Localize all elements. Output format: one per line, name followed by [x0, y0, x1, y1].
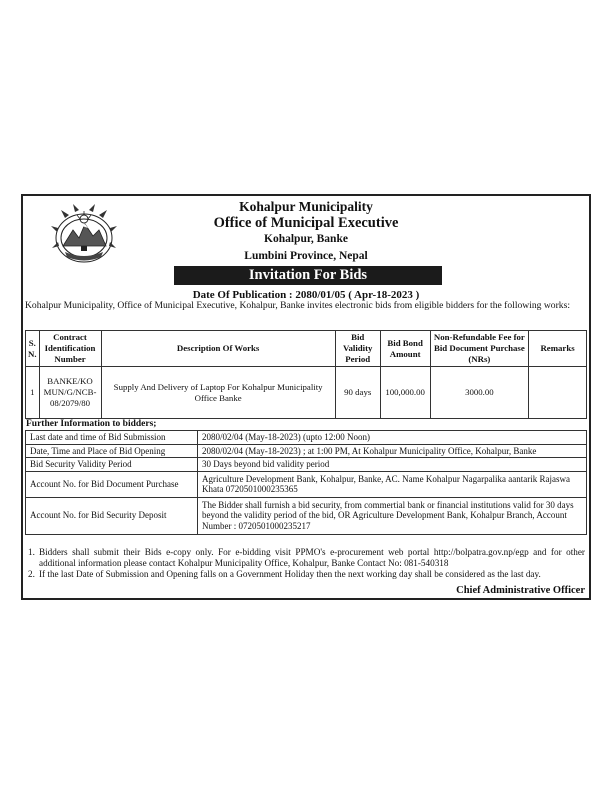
cell-description: Supply And Delivery of Laptop For Kohalpur Municipality Office Banke	[101, 367, 335, 419]
table-row	[26, 497, 587, 534]
cell-fee: 3000.00	[430, 367, 529, 419]
list-item	[25, 547, 585, 569]
col-header-description: Description Of Works	[101, 331, 335, 367]
intro-paragraph: Kohalpur Municipality, Office of Municipal Executive, Kohalpur, Banke invites electronic bids from eligible bidders for the following works:	[25, 300, 570, 311]
works-table	[25, 330, 587, 419]
info-value: Agriculture Development Bank, Kohalpur, Banke, AC. Name Kohalpur Nagarpalika aantarik Rajaswa Khata 0720501000235365	[198, 471, 587, 497]
info-label: Account No. for Bid Document Purchase	[26, 471, 198, 497]
info-value: 2080/02/04 (May-18-2023) (upto 12:00 Noon)	[198, 431, 587, 445]
cell-contract-id: BANKE/KO MUN/G/NCB-08/2079/80	[39, 367, 101, 419]
province-name: Lumbini Province, Nepal	[244, 250, 368, 262]
col-header-remarks: Remarks	[529, 331, 587, 367]
further-info-table	[25, 430, 587, 535]
further-info-title: Further Information to bidders;	[26, 419, 157, 429]
note-number: 1.	[28, 547, 35, 557]
publication-date: Date Of Publication : 2080/01/05 ( Apr-18-2023 )	[192, 289, 420, 301]
info-value: 2080/02/04 (May-18-2023) ; at 1:00 PM, At Kohalpur Municipality Office, Kohalpur, Banke	[198, 444, 587, 458]
list-item	[25, 569, 585, 580]
note-text: If the last Date of Submission and Opening falls on a Government Holiday then the next working day shall be considered as the last day.	[39, 569, 541, 579]
col-header-bond: Bid Bond Amount	[380, 331, 430, 367]
info-label: Date, Time and Place of Bid Opening	[26, 444, 198, 458]
office-name: Office of Municipal Executive	[213, 215, 399, 231]
works-table-header	[26, 331, 587, 367]
notes-list	[25, 547, 585, 580]
table-row	[26, 431, 587, 445]
cell-bond: 100,000.00	[380, 367, 430, 419]
col-header-validity: Bid Validity Period	[335, 331, 380, 367]
table-row	[26, 458, 587, 472]
municipality-name: Kohalpur Municipality	[239, 199, 373, 214]
note-number: 2.	[28, 569, 35, 579]
office-location: Kohalpur, Banke	[264, 233, 348, 245]
note-text: Bidders shall submit their Bids e-copy only. For e-bidding visit PPMO's e-procurement web portal http://bolpatra.gov.np/egp and for other additional information please contact Kohalpur Municipality Office, Kohalpur, Banke Contact No: 081-540318	[39, 547, 585, 568]
info-label: Account No. for Bid Security Deposit	[26, 497, 198, 534]
notice-title-banner: Invitation For Bids	[174, 266, 442, 285]
table-row	[26, 367, 587, 419]
col-header-contract: Contract Identification Number	[39, 331, 101, 367]
bid-notice	[21, 194, 591, 600]
signatory-title: Chief Administrative Officer	[456, 585, 585, 596]
cell-sn: 1	[26, 367, 40, 419]
cell-validity: 90 days	[335, 367, 380, 419]
col-header-sn: S. N.	[26, 331, 40, 367]
table-row	[26, 444, 587, 458]
info-value: The Bidder shall furnish a bid security, from commertial bank or financial institutions valid for 30 days beyond the validity period of the bid, OR Agriculture Development Bank, Kohalpur Branch, Account Number : 0720501000235217	[198, 497, 587, 534]
info-value: 30 Days beyond bid validity period	[198, 458, 587, 472]
info-label: Last date and time of Bid Submission	[26, 431, 198, 445]
info-label: Bid Security Validity Period	[26, 458, 198, 472]
col-header-fee: Non-Refundable Fee for Bid Document Purchase (NRs)	[430, 331, 529, 367]
cell-remarks	[529, 367, 587, 419]
table-row	[26, 471, 587, 497]
